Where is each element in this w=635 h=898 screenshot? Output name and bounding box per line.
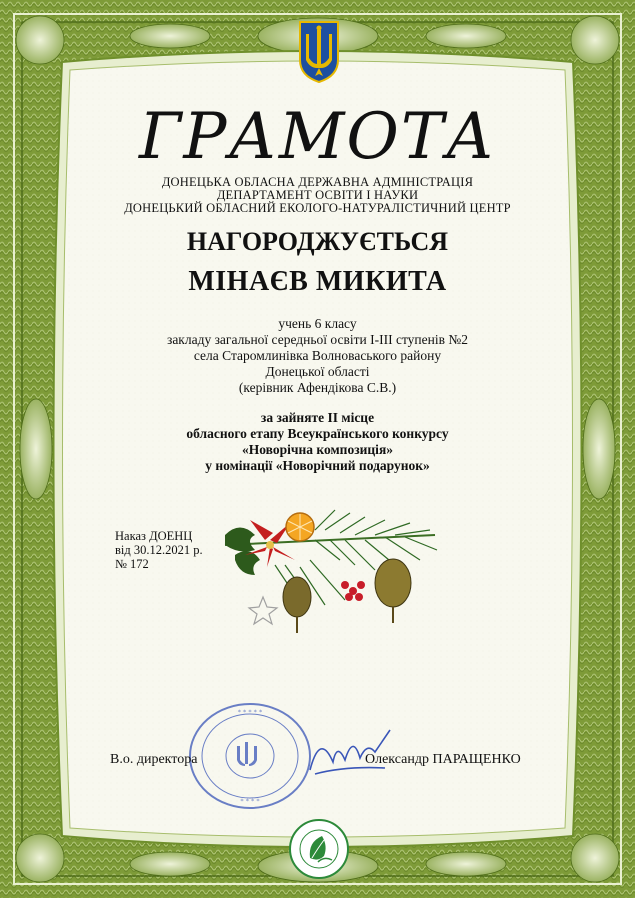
org-line-3: ДОНЕЦЬКИЙ ОБЛАСНИЙ ЕКОЛОГО-НАТУРАЛІСТИЧНИЙ ЦЕНТР — [124, 201, 511, 215]
coat-of-arms-icon — [297, 20, 341, 84]
info-line-region: Донецької області — [265, 364, 370, 379]
svg-text:* * * * *: * * * * * — [237, 708, 263, 716]
org-line-1: ДОНЕЦЬКА ОБЛАСНА ДЕРЖАВНА АДМІНІСТРАЦІЯ — [161, 175, 474, 189]
eco-center-logo — [288, 818, 350, 880]
reason-line-contest-name: «Новорічна композиція» — [242, 442, 393, 457]
info-line-supervisor: (керівник Афендікова С.В.) — [238, 380, 397, 395]
reason-line-nomination: у номінації «Новорічний подарунок» — [205, 458, 430, 473]
awarded-heading: НАГОРОДЖУЄТЬСЯ — [186, 227, 449, 256]
info-line-grade: учень 6 класу — [278, 316, 357, 331]
signature-role: В.о. директора — [110, 752, 198, 767]
recipient-name: МІНАЄВ МИКИТА — [188, 266, 447, 297]
info-line-village: села Старомлинівка Волноваського району — [193, 348, 442, 363]
order-line-1: Наказ ДОЕНЦ — [115, 529, 193, 543]
christmas-decoration-illustration — [215, 505, 445, 640]
official-stamp — [185, 700, 315, 812]
certificate-title: ГРАМОТА — [138, 100, 497, 174]
order-line-number: № 172 — [115, 557, 149, 571]
signature-name: Олександр ПАРАЩЕНКО — [365, 752, 521, 767]
org-line-2: ДЕПАРТАМЕНТ ОСВІТИ І НАУКИ — [216, 188, 419, 202]
reason-line-contest: обласного етапу Всеукраїнського конкурсу — [186, 426, 449, 441]
order-line-date: від 30.12.2021 р. — [115, 543, 203, 557]
info-line-school: закладу загальної середньої освіти І-ІІІ ступенів №2 — [166, 332, 468, 347]
svg-text:* * * *: * * * * — [240, 797, 260, 805]
reason-line-place: за зайняте ІІ місце — [260, 410, 375, 425]
